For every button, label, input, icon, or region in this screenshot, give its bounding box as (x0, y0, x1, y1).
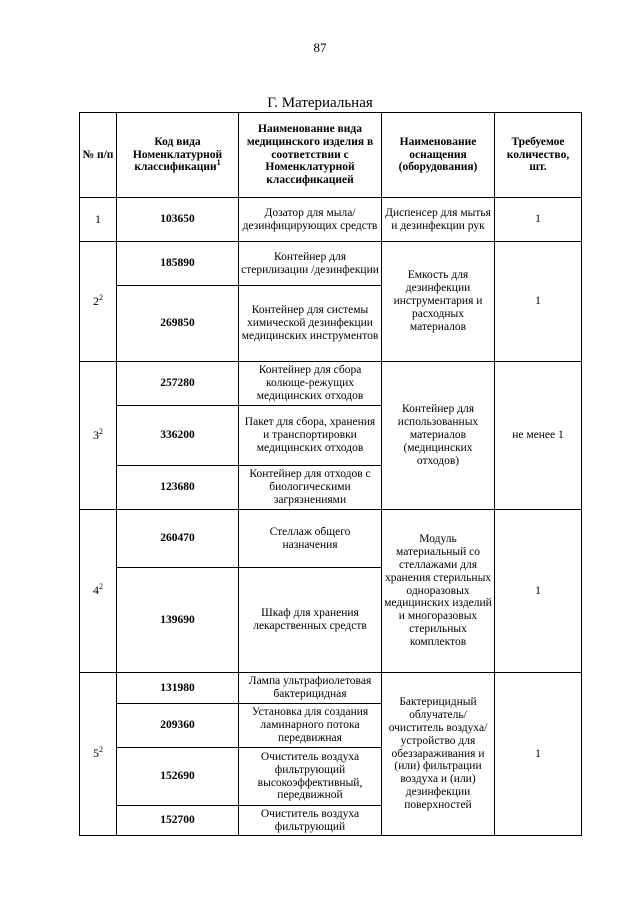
code-cell: 103650 (117, 198, 239, 242)
section-title: Г. Материальная (267, 95, 373, 111)
device-name-cell: Очиститель воздуха фильтрующий (239, 806, 382, 836)
code-cell: 139690 (117, 568, 239, 673)
device-name-cell: Лампа ультрафиолетовая бактерицидная (239, 673, 382, 704)
table-row (80, 362, 582, 406)
quantity-cell: не менее 1 (495, 362, 582, 510)
code-cell: 123680 (117, 466, 239, 510)
equipment-cell: Бактерицидный облучатель/ очиститель воздуха/ устройство для обеззараживания и (или) фильтрации воздуха и (или) дезинфекции поверхностей (382, 673, 495, 836)
header-equipment: Наименование оснащения (оборудования) (382, 113, 495, 198)
header-code: Код вида Номенклатурной классификации$^1$ (117, 113, 239, 198)
code-cell: 152690 (117, 748, 239, 806)
code-cell: 257280 (117, 362, 239, 406)
code-cell: 260470 (117, 510, 239, 568)
device-name-cell: Контейнер для отходов с биологическими загрязнениями (239, 466, 382, 510)
device-name-cell: Пакет для сбора, хранения и транспортировки медицинских отходов (239, 406, 382, 466)
code-cell: 185890 (117, 242, 239, 286)
device-name-cell: Контейнер для стерилизации /дезинфекции (239, 242, 382, 286)
code-cell: 269850 (117, 286, 239, 362)
equipment-cell: Контейнер для использованных материалов (медицинских отходов) (382, 362, 495, 510)
table-row (80, 242, 582, 286)
device-name-cell: Контейнер для сбора колюще-режущих медицинских отходов (239, 362, 382, 406)
code-cell: 336200 (117, 406, 239, 466)
device-name-cell: Контейнер для системы химической дезинфекции медицинских инструментов (239, 286, 382, 362)
device-name-cell: Стеллаж общего назначения (239, 510, 382, 568)
code-cell: 131980 (117, 673, 239, 704)
header-number: № п/п (80, 113, 117, 198)
code-cell: 209360 (117, 704, 239, 748)
equipment-cell: Диспенсер для мытья и дезинфекции рук (382, 198, 495, 242)
row-number: $4^2$ (80, 510, 117, 673)
code-cell: 152700 (117, 806, 239, 836)
row-number: 1 (80, 198, 117, 242)
device-name-cell: Дозатор для мыла/ дезинфицирующих средств (239, 198, 382, 242)
row-number: $2^2$ (80, 242, 117, 362)
quantity-cell: 1 (495, 510, 582, 673)
table-header-row (80, 113, 582, 198)
header-device-name: Наименование вида медицинского изделия в соответствии с Номенклатурной классификацией (239, 113, 382, 198)
device-name-cell: Очиститель воздуха фильтрующий высокоэффективный, передвижной (239, 748, 382, 806)
table-row (80, 673, 582, 704)
table-row (80, 510, 582, 568)
quantity-cell: 1 (495, 198, 582, 242)
quantity-cell: 1 (495, 242, 582, 362)
device-name-cell: Установка для создания ламинарного потока передвижная (239, 704, 382, 748)
device-name-cell: Шкаф для хранения лекарственных средств (239, 568, 382, 673)
equipment-cell: Модуль материальный со стеллажами для хранения стерильных одноразовых медицинских изделий и многоразовых стерильных комплектов (382, 510, 495, 673)
row-number: $3^2$ (80, 362, 117, 510)
page-number: 87 (313, 40, 327, 55)
quantity-cell: 1 (495, 673, 582, 836)
row-number: $5^2$ (80, 673, 117, 836)
equipment-table (79, 112, 582, 836)
header-quantity: Требуемое количество, шт. (495, 113, 582, 198)
table-row (80, 198, 582, 242)
equipment-cell: Емкость для дезинфекции инструментария и расходных материалов (382, 242, 495, 362)
